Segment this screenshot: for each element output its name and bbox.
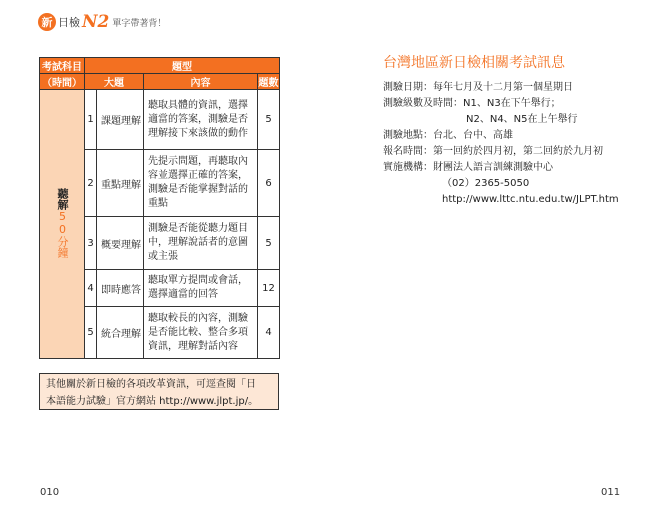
header-subject-sub: （時間） (40, 74, 85, 90)
logo-slogan: 單字帶著背！ (112, 18, 167, 29)
row-category: 課題理解 (97, 90, 144, 150)
row-description: 測驗是否能從聽力題目中，理解說話者的意圖或主張 (144, 217, 258, 270)
row-description: 聽取較長的內容，測驗是否能比較、整合多項資訊，理解對話內容 (144, 307, 258, 359)
page-number-left: 010 (40, 487, 60, 498)
signup-time-line: 報名時間：第一回約於四月初，第二回約於九月初 (383, 146, 603, 157)
listening-subject-cell (40, 90, 85, 359)
organizer-line: 實施機構：財團法人語言訓練測驗中心 (383, 162, 553, 173)
header-logo (38, 12, 166, 32)
row-count: 4 (258, 307, 280, 359)
note-line-2: 本語能力試驗」官方網站 http://www.jlpt.jp/。 (46, 396, 259, 407)
logo-badge: 新 (38, 13, 56, 31)
row-number: 1 (85, 90, 97, 150)
row-category: 即時應答 (97, 270, 144, 307)
header-subject: 考試科目 (40, 58, 85, 74)
row-description: 先提示問題，再聽取內容並選擇正確的答案，測驗是否能掌握對話的重點 (144, 150, 258, 217)
page-number-right: 011 (601, 487, 621, 498)
header-count: 題數 (258, 74, 280, 90)
row-description: 聽取單方提問或會話，選擇適當的回答 (144, 270, 258, 307)
note-line-1: 其他關於新日檢的各項改革資訊，可逕查閱「日 (46, 379, 256, 390)
row-number: 4 (85, 270, 97, 307)
organizer-phone: （02）2365-5050 (442, 178, 530, 189)
table-subheader-row (40, 74, 280, 90)
jlpt-note-box (39, 373, 279, 410)
exam-level-line-2: N2、N4、N5在上午舉行 (466, 114, 578, 125)
header-question-type: 題型 (85, 58, 280, 74)
exam-place-line: 測驗地點：台北、台中、高雄 (383, 130, 513, 141)
row-category: 概要理解 (97, 217, 144, 270)
organizer-url[interactable]: http://www.lttc.ntu.edu.tw/JLPT.htm (442, 194, 619, 205)
row-category: 重點理解 (97, 150, 144, 217)
row-category: 統合理解 (97, 307, 144, 359)
logo-brand: 日檢 (58, 16, 80, 29)
row-count: 6 (258, 150, 280, 217)
row-count: 5 (258, 217, 280, 270)
taiwan-exam-info-title: 台灣地區新日檢相關考試訊息 (383, 55, 565, 71)
header-content: 內容 (144, 74, 258, 90)
table-header-row (40, 58, 280, 74)
row-number: 5 (85, 307, 97, 359)
row-description: 聽取具體的資訊，選擇適當的答案，測驗是否理解接下來該做的動作 (144, 90, 258, 150)
row-count: 12 (258, 270, 280, 307)
exam-level-line-1: 測驗級數及時間：N1、N3在下午舉行； (383, 98, 561, 109)
table-row (40, 90, 280, 150)
row-count: 5 (258, 90, 280, 150)
exam-format-table (39, 57, 280, 359)
row-number: 3 (85, 217, 97, 270)
header-major: 大題 (85, 74, 144, 90)
logo-level: N2 (82, 12, 110, 32)
exam-date-line: 測驗日期：每年七月及十二月第一個星期日 (383, 82, 573, 93)
listening-label: 聽解50分鐘 (56, 187, 69, 258)
row-number: 2 (85, 150, 97, 217)
taiwan-exam-info (383, 80, 619, 208)
